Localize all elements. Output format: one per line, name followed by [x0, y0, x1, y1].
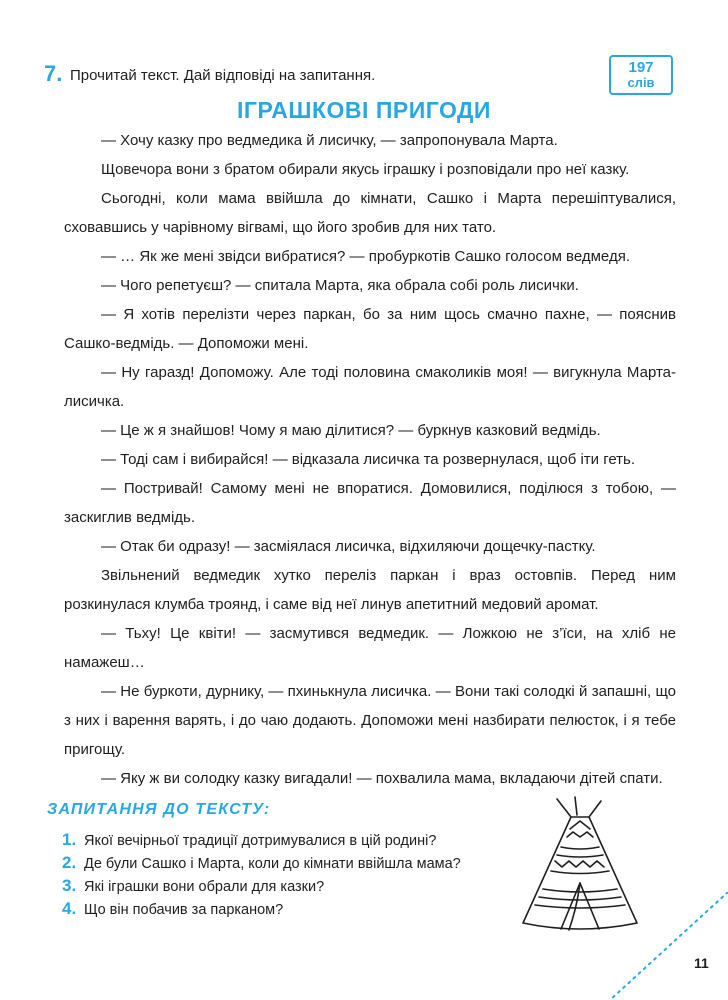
questions-heading: ЗАПИТАННЯ ДО ТЕКСТУ:	[47, 801, 271, 818]
story-paragraph: — Хочу казку про ведмедика й лисичку, — запропонувала Марта.	[101, 132, 558, 149]
story-title: ІГРАШКОВІ ПРИГОДИ	[237, 97, 491, 123]
question-number: 2.	[62, 853, 77, 872]
story-paragraph: Сьогодні, коли мама ввійшла до кімнати, Сашко і Марта перешіптувалися, сховавшись у чарівному вігвамі, що його зробив для них тато.	[64, 190, 676, 236]
question-item	[62, 875, 522, 898]
story-paragraph: — … Як же мені звідси вибратися? — пробуркотів Сашко голосом ведмедя.	[101, 248, 630, 265]
question-item	[62, 852, 522, 875]
story-paragraph: — Це ж я знайшов! Чому я маю ділитися? — буркнув казковий ведмідь.	[101, 422, 601, 439]
story-paragraph: — Постривай! Самому мені не впоратися. Домовилися, поділюся з тобою, — заскиглив ведмідь.	[64, 480, 676, 526]
word-count-number: 197	[628, 59, 654, 76]
story-paragraph: Звільнений ведмедик хутко переліз паркан і враз остовпів. Перед ним розкинулася клумба троянд, і саме від неї линув апетитний медовий аромат.	[64, 567, 676, 613]
task-number: 7.	[44, 61, 63, 86]
story-paragraph: — Чого репетуєш? — спитала Марта, яка обрала собі роль лисички.	[101, 277, 579, 294]
question-text: Якої вечірньої традиції дотримувалися в цій родині?	[84, 833, 437, 849]
story-paragraph: — Я хотів перелізти через паркан, бо за ним щось смачно пахне, — пояснив Сашко-ведмідь. — Допоможи мені.	[64, 306, 676, 352]
question-number: 4.	[62, 899, 77, 918]
question-item	[62, 898, 522, 921]
story-paragraph: — Тоді сам і вибирайся! — відказала лисичка та розвернулася, щоб іти геть.	[101, 451, 636, 468]
story-paragraph: — Ну гаразд! Допоможу. Але тоді половина смаколиків моя! — вигукнула Марта-лисичка.	[64, 364, 676, 410]
word-count-badge	[609, 55, 673, 95]
question-text: Де були Сашко і Марта, коли до кімнати ввійшла мама?	[84, 856, 461, 872]
task-instruction: Прочитай текст. Дай відповіді на запитання.	[70, 67, 376, 84]
question-text: Що він побачив за парканом?	[84, 902, 284, 918]
questions-list	[62, 829, 522, 921]
dotted-line-decoration	[610, 892, 728, 1000]
story-paragraph: Щовечора вони з братом обирали якусь іграшку і розповідали про неї казку.	[101, 161, 630, 178]
story-paragraph: — Не буркоти, дурнику, — пхинькнула лисичка. — Вони такі солодкі й запашні, що з них і варення варять, і до чаю додають. Допоможи мені назбирати пелюсток, і я тебе пригощу.	[64, 683, 676, 758]
question-number: 3.	[62, 876, 77, 895]
question-item	[62, 829, 522, 852]
question-text: Які іграшки вони обрали для казки?	[84, 879, 325, 895]
question-number: 1.	[62, 830, 77, 849]
story-text	[64, 126, 676, 793]
page-number: 11	[694, 955, 709, 971]
story-paragraph: — Отак би одразу! — засміялася лисичка, відхиляючи дощечку-пастку.	[101, 538, 596, 555]
story-paragraph: — Яку ж ви солодку казку вигадали! — похвалила мама, вкладаючи дітей спати.	[101, 770, 663, 787]
word-count-unit: слів	[627, 75, 655, 90]
story-paragraph: — Тьху! Це квіти! — засмутився ведмедик. — Ложкою не з’їси, на хліб не намажеш…	[64, 625, 676, 671]
task-header	[44, 62, 604, 88]
